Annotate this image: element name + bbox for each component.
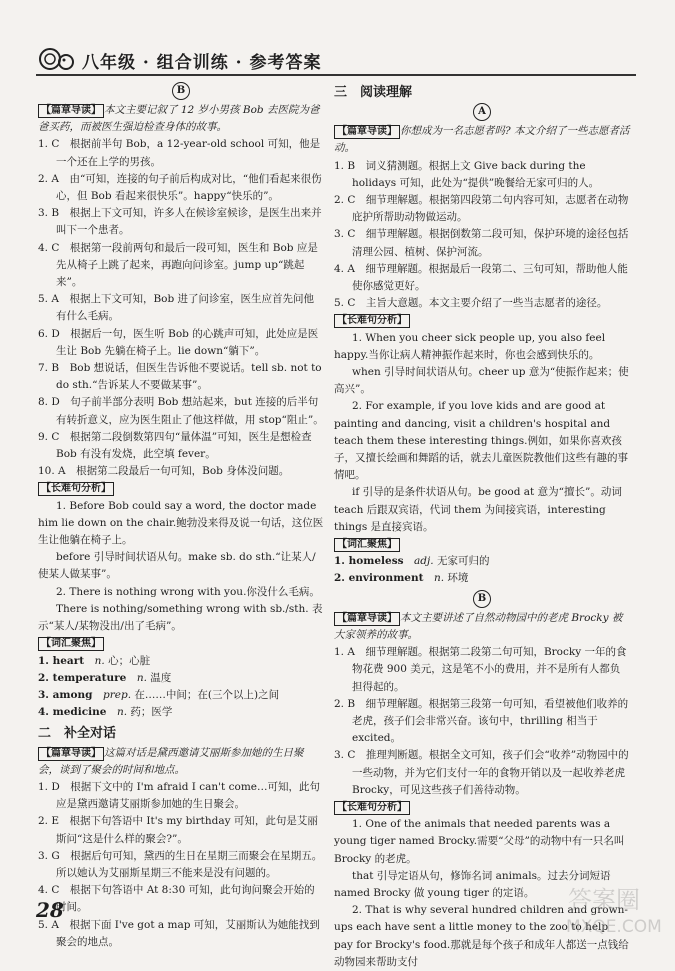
answer-item: 7. B Bob 想说话，但医生告诉他不要说话。tell sb. not to do sth.“告诉某人不要做某事”。 bbox=[38, 362, 322, 392]
passage-badge-b: B bbox=[38, 82, 324, 100]
vocab-item: 3. among prep. 在……中间；在(三个以上)之间 bbox=[38, 688, 280, 701]
page-header bbox=[0, 0, 675, 78]
vocab-item: 2. temperature n. 温度 bbox=[38, 671, 172, 684]
vocab-item: 1. homeless adj. 无家可归的 bbox=[334, 555, 490, 568]
answer-item: 1. D 根据下文中的 I'm afraid I can't come…可知，此句应是黛西邀请艾丽斯参加她的生日聚会。 bbox=[38, 780, 320, 811]
long-sentence-2-note: There is nothing/something wrong with sb./sth. 表示“某人/某物没出/出了毛病”。 bbox=[38, 602, 323, 633]
answer-item: 2. A 由“可知，连接的句子前后构成对比，“他们看起来很伤心，但 Bob 看起来很快乐”。happy“快乐的”。 bbox=[38, 172, 322, 203]
long-sentence-1-note: when 引导时间状语从句。cheer up 意为“使振作起来；使高兴”。 bbox=[334, 366, 629, 396]
guide-b: 【篇章导读】 本文主要讲述了自然动物园中的老虎 Brocky 被大家领养的故事。 bbox=[334, 611, 623, 641]
right-column bbox=[334, 80, 630, 971]
watermark-logo-icon bbox=[560, 880, 670, 938]
vocab-item: 1. heart n. 心；心脏 bbox=[38, 654, 151, 667]
answer-item: 9. C 根据第二段倒数第四句“量体温”可知，医生是想检查 Bob 有没有发烧，此空填 fever。 bbox=[38, 430, 312, 461]
answer-item: 3. C 细节理解题。根据倒数第二段可知，保护环境的途径包括清理公园、植树、保护河流。 bbox=[334, 228, 629, 258]
answer-item: 5. C 主旨大意题。本文主要介绍了一些当志愿者的途径。 bbox=[334, 297, 608, 310]
answer-item: 2. E 根据下句答语中 It's my birthday 可知，此句是艾丽斯问“这是什么样的聚会?”。 bbox=[38, 815, 318, 845]
long-sentence-label: 【长难句分析】 bbox=[334, 799, 630, 816]
long-sentence-3: 1. One of the animals that needed parents was a young tiger named Brocky.需要“父母”的动物中有一只名叫 Brocky 的老虎。 bbox=[334, 818, 625, 865]
long-sentence-1: 1. When you cheer sick people up, you also feel happy.当你让病人精神振作起来时，你也会感到快乐的。 bbox=[334, 331, 606, 361]
long-sentence-2: 2. For example, if you love kids and are good at painting and dancing, visit a children's hospital and teach them these interesting things.例如，如果你喜欢孩子，又擅长绘画和舞蹈的话，就去儿童医院教他们这些有趣的事情吧。 bbox=[334, 400, 628, 482]
section-title-2: 二 补全对话 bbox=[38, 726, 117, 742]
long-sentence-3-note: that 引导定语从句，修饰名词 animals。过去分词短语 named Brocky 做 young tiger 的定语。 bbox=[334, 869, 611, 899]
guide-b: 【篇章导读】 本文主要记叙了 12 岁小男孩 Bob 去医院为爸爸买药，而被医生强迫检查身体的故事。 bbox=[38, 104, 320, 134]
page-number: 28 bbox=[36, 898, 64, 922]
answer-item: 1. B 词义猜测题。根据上文 Give back during the holidays 可知，此处为“提供”晚餐给无家可归的人。 bbox=[334, 159, 600, 189]
answer-item: 2. C 细节理解题。根据第四段第二句内容可知，志愿者在动物庇护所帮助动物做运动。 bbox=[334, 194, 629, 224]
answer-item: 10. A 根据第二段最后一句可知，Bob 身体没问题。 bbox=[38, 465, 290, 478]
answer-item: 1. A 细节理解题。根据第二段第二句可知，Brocky 一年的食物花费 900 美元，这是笔不小的费用，并不是所有人都负担得起的。 bbox=[334, 646, 627, 693]
long-sentence-label: 【长难句分析】 bbox=[334, 312, 630, 329]
answer-item: 8. D 句子前半部分表明 Bob 想站起来，but 连接的后半句有转折意义，应为医生阻止了他这样做，用 stop“阻止”。 bbox=[38, 396, 324, 426]
answer-item: 3. C 推理判断题。根据全文可知，孩子们会“收养”动物园中的一些动物，并为它们支付一年的食物开销以及一起收养老虎 Brocky，可见这些孩子们善待动物。 bbox=[334, 749, 629, 796]
answer-item: 3. G 根据后句可知，黛西的生日在星期三而聚会在星期五。所以她认为艾丽斯星期三不能来是没有问题的。 bbox=[38, 849, 323, 879]
long-sentence-label: 【长难句分析】 bbox=[38, 480, 324, 497]
vocab-label: 【词汇聚焦】 bbox=[334, 536, 630, 553]
section-title-3: 三 阅读理解 bbox=[334, 85, 413, 100]
vocab-label: 【词汇聚焦】 bbox=[38, 635, 324, 652]
answer-item: 4. C 根据下句答语中 At 8:30 可知，此句询问聚会开始的时间。 bbox=[38, 884, 315, 914]
answer-item: 6. D 根据后一句，医生听 Bob 的心跳声可知，此处应是医生让 Bob 先躺在椅子上。lie down“躺下”。 bbox=[38, 327, 319, 357]
long-sentence-2: 2. There is nothing wrong with you.你没什么毛病。 bbox=[56, 585, 320, 598]
passage-badge-b: B bbox=[334, 590, 630, 608]
guide-dialogue: 【篇章导读】 这篇对话是黛西邀请艾丽斯参加她的生日聚会，谈到了聚会的时间和地点。 bbox=[38, 746, 304, 776]
answer-item: 5. A 根据下面 I've got a map 可知，艾丽斯认为她能找到聚会的地点。 bbox=[38, 918, 320, 948]
vocab-item: 4. medicine n. 药；医学 bbox=[38, 706, 173, 719]
long-sentence-4: 2. That is why several hundred children and grown-ups each have sent a little money to the zoo to help pay for Brocky's food.那就是每个孩子和成年人都送一点钱给动物园来帮助支付 bbox=[334, 904, 629, 968]
answer-item: 4. C 根据第一段前两句和最后一段可知，医生和 Bob 应是先从椅子上跳了起来，再跑向问诊室。jump up“跳起来”。 bbox=[38, 241, 318, 289]
long-sentence-1: 1. Before Bob could say a word, the doctor made him lie down on the chair.鲍勃没来得及说一句话，这位医生让他躺在椅子上。 bbox=[38, 499, 324, 547]
guide-a: 【篇章导读】 你想成为一名志愿者吗? 本文介绍了一些志愿者活动。 bbox=[334, 125, 630, 155]
answer-item: 5. A 根据上下文可知，Bob 进了问诊室，医生应首先问他有什么毛病。 bbox=[38, 293, 315, 323]
left-column bbox=[38, 80, 324, 951]
answer-item: 4. A 细节理解题。根据最后一段第二、三句可知，帮助他人能使你感觉更好。 bbox=[334, 262, 628, 293]
header-rule bbox=[36, 74, 636, 76]
passage-badge-a: A bbox=[334, 103, 630, 121]
svg-text:MXQE.COM: MXQE.COM bbox=[566, 917, 662, 937]
answer-item: 1. C 根据前半句 Bob，a 12-year-old school 可知，他是一个还在上学的男孩。 bbox=[38, 138, 321, 168]
long-sentence-1-note: before 引导时间状语从句。make sb. do sth.“让某人/使某人做某事”。 bbox=[38, 551, 316, 581]
svg-text:答案圈: 答案圈 bbox=[568, 886, 640, 914]
answer-item: 2. B 细节理解题。根据第三段第一句可知，看望被他们收养的老虎，孩子们会非常兴奋。该句中，thrilling 相当于 excited。 bbox=[334, 697, 629, 745]
header-title: 八年级 · 组合训练 · 参考答案 bbox=[82, 53, 322, 73]
answer-item: 3. B 根据上下文可知，许多人在候诊室候诊，是医生出来并叫下一个患者。 bbox=[38, 207, 322, 237]
vocab-item: 2. environment n. 环境 bbox=[334, 572, 469, 585]
long-sentence-2-note: if 引导的是条件状语从句。be good at 意为“擅长”。动词 teach 后跟双宾语，代词 them 为间接宾语，interesting things 是直接宾语。 bbox=[334, 486, 622, 533]
snail-logo-icon bbox=[38, 46, 76, 72]
